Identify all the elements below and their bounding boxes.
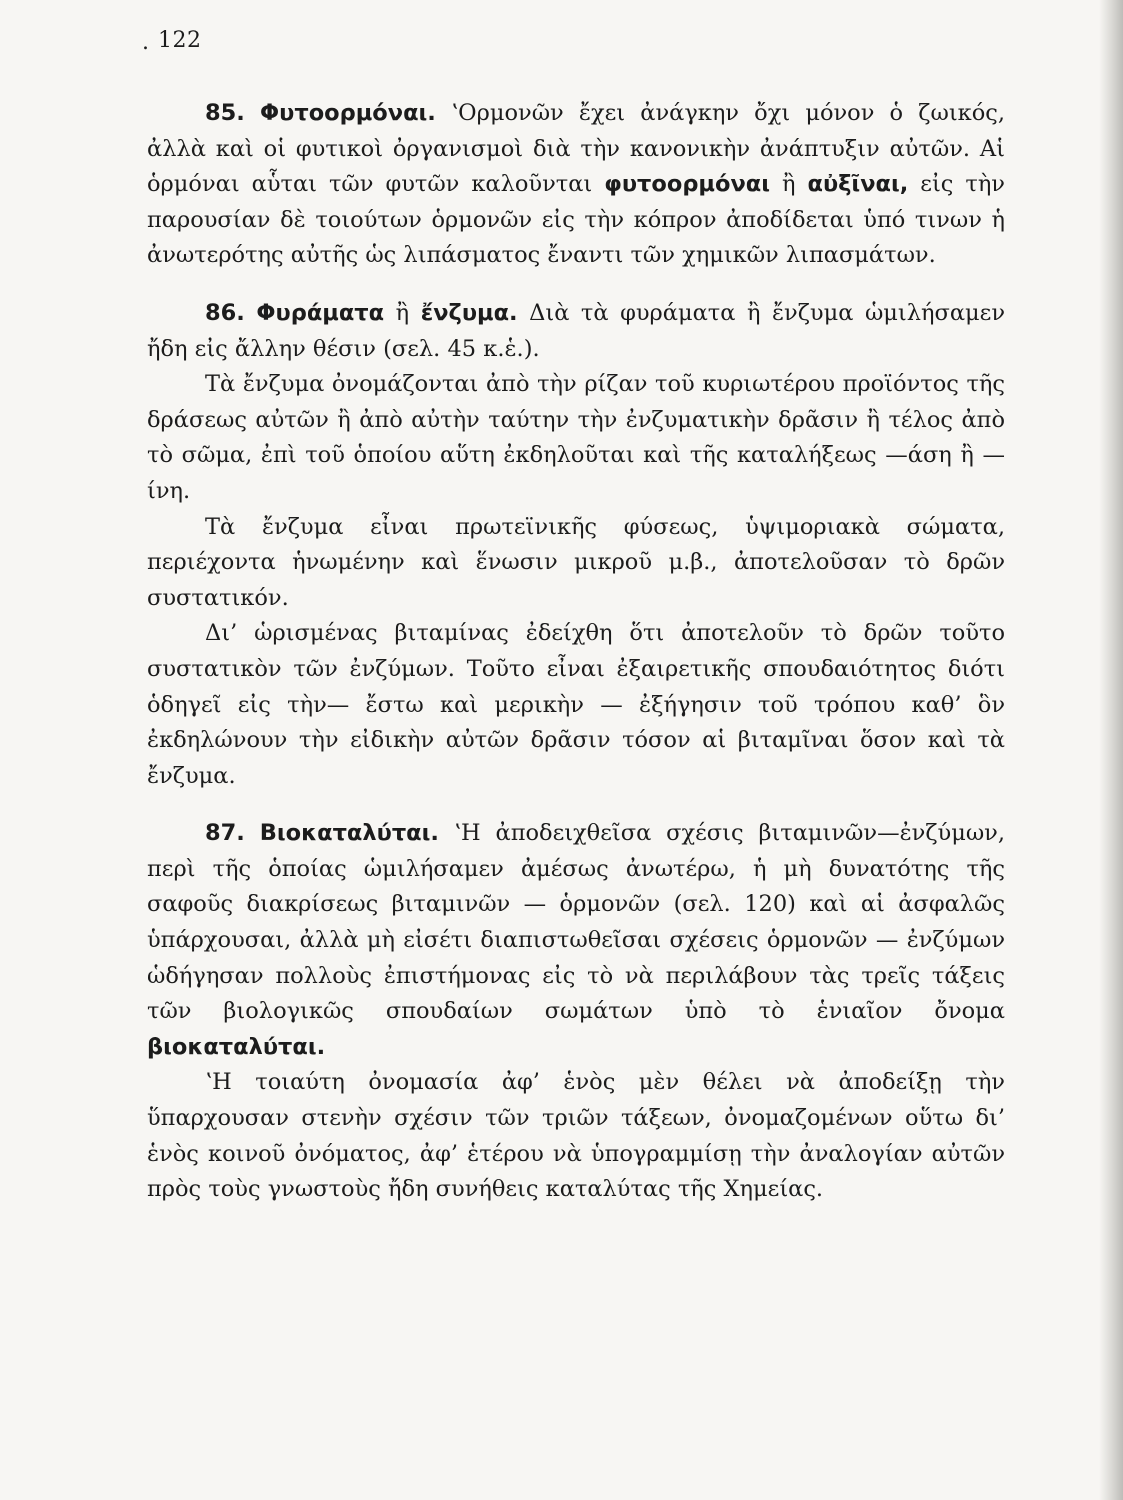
- page-edge-shadow: [1099, 0, 1123, 1500]
- section-title: Φυράματα: [256, 299, 385, 326]
- paragraph: ʽΗ τοιαύτη ὀνομασία ἀφ’ ἑνὸς μὲν θέλει νὰ ἀποδείξῃ τὴν ὕπαρχουσαν στενὴν σχέσιν τῶν τριῶν τάξεων, ὀνομαζομένων οὕτω δι’ ἑνὸς κοινοῦ ὀνόματος, ἀφ’ ἑτέρου νὰ ὑπογραμμίσῃ τὴν ἀναλογίαν αὐτῶν πρὸς τοὺς γνωστοὺς ἤδη συνήθεις καταλύτας τῆς Χημείας.: [147, 1069, 1005, 1203]
- section-85: [147, 96, 1005, 274]
- section-number: 86.: [205, 299, 245, 326]
- paragraph-text: εἰς τὴν παρουσίαν δὲ τοιούτων ὁρμονῶν εἰς τὴν κόπρον ἀποδίδεται ὑπό τινων ἡ ἀνωτερότης αὐτῆς ὡς λιπάσματος ἔναντι τῶν χημικῶν λιπασμάτων.: [147, 171, 1005, 269]
- section-number: 85.: [205, 100, 245, 126]
- key-term: φυτοορμόναι: [604, 171, 770, 198]
- section-title: Βιοκαταλύται.: [259, 820, 439, 847]
- paragraph: Τὰ ἔνζυμα ὀνομάζονται ἀπὸ τὴν ρίζαν τοῦ κυριωτέρου προϊόντος τῆς δράσεως αὐτῶν ἢ ἀπὸ αὐτὴν ταύτην τὴν ἐνζυματικὴν δρᾶσιν ἢ τέλος ἀπὸ τὸ σῶμα, ἐπὶ τοῦ ὁποίου αὕτη ἐκδηλοῦται καὶ τῆς καταλήξεως —άση ἢ —ίνη.: [147, 371, 1005, 504]
- paragraph-text: ἢ: [770, 171, 808, 198]
- paragraph-text: ʽΟρμονῶν ἔχει ἀνάγκην ὄχι μόνον ὁ ζωικός, ἀλλὰ καὶ οἱ φυτικοὶ ὀργανισμοὶ διὰ τὴν κανονικὴν ἀνάπτυξιν αὐτῶν. Αἱ ὁρμόναι αὗται τῶν φυτῶν καλοῦνται: [147, 100, 1005, 198]
- key-term: βιοκαταλύται.: [147, 1033, 326, 1060]
- body-text: [147, 96, 1005, 1208]
- page-number: 122: [158, 28, 202, 53]
- paragraph-text: Διὰ τὰ φυράματα ἢ ἔνζυμα ὡμιλήσαμεν ἤδη εἰς ἄλλην θέσιν (σελ. 45 κ.ἑ.).: [147, 299, 1005, 362]
- key-term: αὐξῖναι,: [807, 171, 909, 198]
- paragraph: Τὰ ἔνζυμα εἶναι πρωτεϊνικῆς φύσεως, ὑψιμοριακὰ σώματα, περιέχοντα ἡνωμένην καὶ ἕνωσιν μικροῦ μ.β., ἀποτελοῦσαν τὸ δρῶν συστατικόν.: [147, 513, 1005, 611]
- paragraph-text: ʽΗ ἀποδειχθεῖσα σχέσις βιταμινῶν—ἐνζύμων, περὶ τῆς ὁποίας ὡμιλήσαμεν ἀμέσως ἀνωτέρω, ἡ μὴ δυνατότης τῆς σαφοῦς διακρίσεως βιταμινῶν — ὁρμονῶν (σελ. 120) καὶ αἱ ἀσφαλῶς ὑπάρχουσαι, ἀλλὰ μὴ εἰσέτι διαπιστωθεῖσαι σχέσεις ὁρμονῶν — ἐνζύμων ὡδήγησαν πολλοὺς ἐπιστήμονας εἰς τὸ νὰ περιλάβουν τὰς τρεῖς τάξεις τῶν βιολογικῶς σπουδαίων σωμάτων ὑπὸ τὸ ἑνιαῖον ὄνομα: [147, 820, 1006, 1025]
- section-86: [147, 296, 1005, 367]
- section-title-conjunction: ἢ: [384, 299, 421, 326]
- section-title: Φυτοορμόναι.: [260, 100, 436, 126]
- section-title: ἔνζυμα.: [420, 299, 518, 326]
- paragraph: Δι’ ὡρισμένας βιταμίνας ἐδείχθη ὅτι ἀποτελοῦν τὸ δρῶν τοῦτο συστατικὸν τῶν ἐνζύμων. Τοῦτο εἶναι ἐξαιρετικῆς σπουδαιότητος διότι ὁδηγεῖ εἰς τὴν— ἔστω καὶ μερικὴν — ἐξήγησιν τοῦ τρόπου καθ’ ὃν ἐκδηλώνουν τὴν εἰδικὴν αὐτῶν δρᾶσιν τόσον αἱ βιταμῖναι ὅσον καὶ τὰ ἔνζυμα.: [147, 620, 1005, 789]
- section-87: [147, 816, 1005, 1065]
- section-number: 87.: [205, 820, 245, 847]
- page-dot: .: [142, 30, 149, 55]
